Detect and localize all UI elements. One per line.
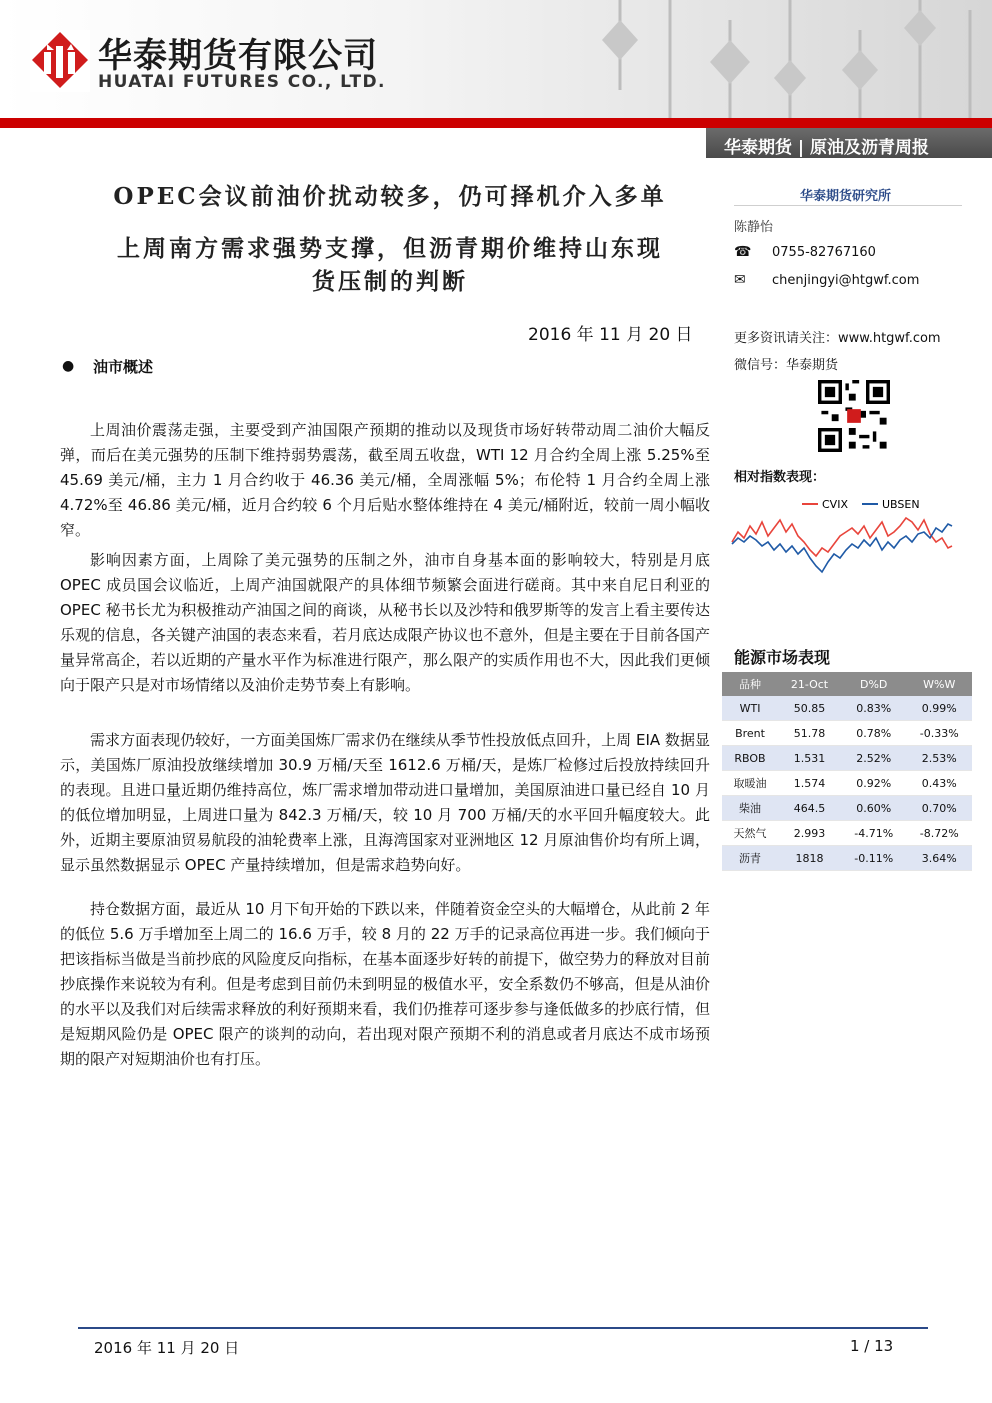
table-cell: -0.33% [906,721,972,746]
energy-market-table [722,672,972,871]
table-row [722,821,972,846]
legend-label-ubsen: UBSEN [882,498,920,511]
table-cell: 0.78% [841,721,907,746]
table-cell: 2.52% [841,746,907,771]
sidebar-divider [734,205,962,206]
table-cell: 沥青 [722,846,778,871]
column-header: D%D [841,672,907,696]
table-cell: Brent [722,721,778,746]
table-cell: 2.53% [906,746,972,771]
paragraph-2: 影响因素方面，上周除了美元强势的压制之外，油市自身基本面的影响较大，特别是月底 OPEC 成员国会议临近，上周产油国就限产的具体细节频繁会面进行磋商。其中来自尼日利亚的 OPEC 秘书长尤为积极推动产油国之间的商谈，从秘书长以及沙特和俄罗斯等的发言上看主要传达乐观的信息，各关键产油国的表态来看，若月底达成限产协议也不意外，但是主要在于目前各国产量异常高企，若以近期的产量水平作为标准进行限产，那么限产的实质作用也不大，因此我们更倾向于限产只是对市场情绪以及油价走势节奏上有影响。 [60,551,710,694]
paragraph-1: 上周油价震荡走强，主要受到产油国限产预期的推动以及现货市场好转带动周二油价大幅反弹，而后在美元强势的压制下维持弱势震荡，截至周五收盘，WTI 12 月合约全周上涨 5.25%至 45.69 美元/桶，主力 1 月合约收于 46.36 美元/桶，全周涨幅 5%；布伦特 1 月合约全周上涨 4.72%至 46.86 美元/桶，近月合约较 6 个月后贴水整体维持在 4 美元/桶附近，较前一周小幅收窄。 [60,421,710,539]
table-cell: 0.60% [841,796,907,821]
header-banner [0,0,992,118]
page-number: 1 / 13 [850,1337,894,1355]
table-cell: 0.43% [906,771,972,796]
paragraph-3: 需求方面表现仍较好，一方面美国炼厂需求仍在继续从季节性投放低点回升，上周 EIA 数据显示，美国炼厂原油投放继续增加 30.9 万桶/天至 1612.6 万桶/天，是炼厂检修过后投放持续回升的表现。且进口量近期仍维持高位，炼厂需求增加带动进口量增加，美国原油进口量已经自 10 月的低位增加明显，上周进口量为 842.3 万桶/天，较 10 月 700 万桶/天的水平回升幅度较大。此外，近期主要原油贸易航段的油轮费率上涨，且海湾国家对亚洲地区 12 月原油售价均有所上调，显示虽然数据显示 OPEC 产量持续增加，但是需求趋势向好。 [60,731,710,874]
table-cell: RBOB [722,746,778,771]
table-cell: 取暖油 [722,771,778,796]
footer-divider [78,1327,928,1329]
table-cell: 1.531 [778,746,841,771]
research-institute: 华泰期货研究所 [800,189,892,204]
table-cell: 3.64% [906,846,972,871]
analyst-phone: 0755-82767160 [772,245,876,260]
table-cell: -0.11% [841,846,907,871]
decorative-pattern [560,0,992,118]
report-title-line1: OPEC会议前油价扰动较多，仍可择机介入多单 [113,183,667,210]
table-row [722,771,972,796]
table-row [722,846,972,871]
relative-index-chart [730,492,954,582]
table-row [722,796,972,821]
column-header: W%W [906,672,972,696]
footer-date: 2016 年 11 月 20 日 [94,1339,240,1357]
table-row [722,721,972,746]
table-cell: 0.99% [906,696,972,721]
analyst-name: 陈静怡 [734,220,774,235]
qr-code-image [818,380,890,452]
table-cell: 柴油 [722,796,778,821]
table-cell: 51.78 [778,721,841,746]
brand-red-bar [0,118,992,128]
table-row [722,696,972,721]
table-cell: 464.5 [778,796,841,821]
report-title-line2: 上周南方需求强势支撑，但沥青期价维持山东现 [117,235,663,262]
table-cell: 1.574 [778,771,841,796]
report-name: 华泰期货 | 原油及沥青周报 [724,138,930,158]
wechat-id: 微信号：华泰期货 [734,358,839,373]
section-heading: 油市概述 [93,358,154,376]
table-cell: 天然气 [722,821,778,846]
company-name-cn: 华泰期货有限公司 [98,36,378,76]
column-header: 品种 [722,672,778,696]
paragraph-4: 持仓数据方面，最近从 10 月下旬开始的下跌以来，伴随着资金空头的大幅增仓，从此前 2 年的低位 5.6 万手增加至上周二的 16.6 万手，较 8 月的 22 万手的记录高位再进一步。我们倾向于把该指标当做是当前抄底的风险度反向指标，在基本面逐步好转的前提下，做空势力的释放对目前抄底操作来说较为有利。但是考虑到目前仍未到明显的极值水平，安全系数仍不够高，但是从油价的水平以及我们对后续需求释放的利好预期来看，我们仍推荐可逐步参与逢低做多的抄底行情，但是短期风险仍是 OPEC 限产的谈判的动向，若出现对限产预期不利的消息或者月底达不成市场预期的限产对短期油价也有打压。 [60,900,710,1068]
table-cell: -8.72% [906,821,972,846]
series-line-cvix [732,518,952,556]
table-cell: 50.85 [778,696,841,721]
legend-label-cvix: CVIX [822,498,848,511]
report-date: 2016 年 11 月 20 日 [528,325,693,345]
report-title-line3: 货压制的判断 [312,268,468,295]
column-header: 21-Oct [778,672,841,696]
company-logo [30,30,90,92]
table-cell: 2.993 [778,821,841,846]
energy-market-title: 能源市场表现 [734,648,831,667]
company-name-en: HUATAI FUTURES CO., LTD. [98,72,386,92]
table-cell: 0.92% [841,771,907,796]
table-cell: WTI [722,696,778,721]
phone-icon: ☎ [734,244,752,260]
analyst-email[interactable]: chenjingyi@htgwf.com [772,273,920,288]
relative-index-title: 相对指数表现： [734,470,826,485]
table-cell: 0.83% [841,696,907,721]
table-row [722,746,972,771]
table-cell: 1818 [778,846,841,871]
series-line-ubsen [732,524,952,572]
table-cell: 0.70% [906,796,972,821]
table-cell: -4.71% [841,821,907,846]
mail-icon: ✉ [734,272,746,288]
bullet-icon: ● [62,358,75,374]
table-header-row [722,672,972,696]
more-info-link[interactable]: 更多资讯请关注：www.htgwf.com [734,331,941,346]
